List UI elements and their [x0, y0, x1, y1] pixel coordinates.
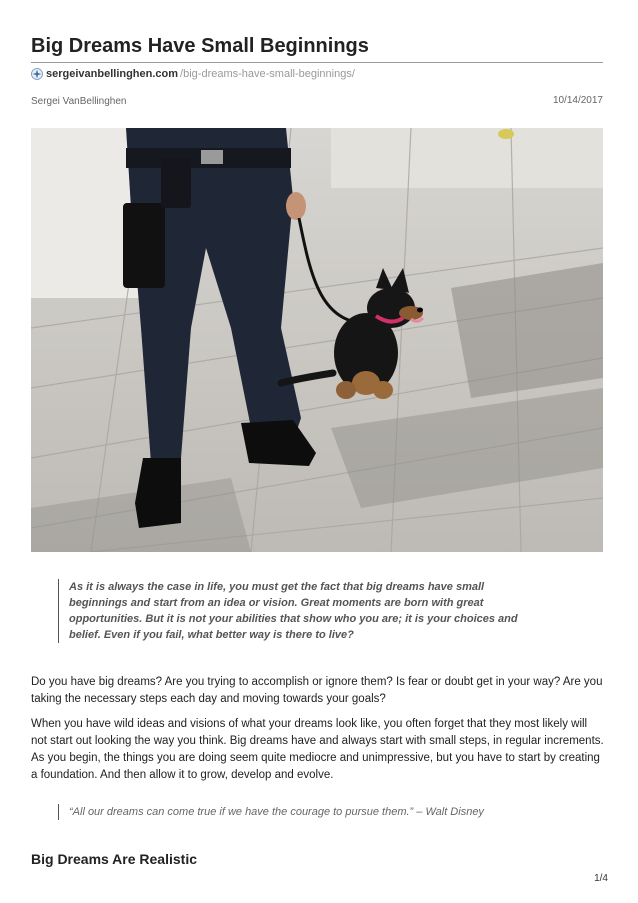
quote-block [58, 804, 529, 820]
title-divider [31, 62, 603, 63]
publish-date: 10/14/2017 [552, 95, 603, 106]
source-domain-link[interactable]: sergeivanbellinghen.com [46, 68, 179, 80]
section-heading: Big Dreams Are Realistic [31, 851, 197, 867]
source-line [31, 68, 355, 80]
source-path-link[interactable]: /big-dreams-have-small-beginnings/ [180, 68, 355, 80]
pullquote-text: As it is always the case in life, you must get the fact that big dreams have small beginnings and start from an idea or vision. Great moments are born with great opportunities. But it is not your abilities that show who you are; it is your choices and belief. Even if you fail, what better way is there to live? [69, 581, 518, 641]
police-officer-puppy-image [31, 128, 603, 552]
pullquote-block [58, 579, 529, 643]
quote-text: “All our dreams can come true if we have the courage to pursue them.” – Walt Disney [69, 806, 484, 818]
author-name: Sergei VanBellinghen [31, 96, 127, 107]
page-number: 1/4 [594, 873, 608, 884]
body-paragraph-1: Do you have big dreams? Are you trying to accomplish or ignore them? Is fear or doubt get in your way? Are you taking the necessary steps each day and moving towards your goals? [31, 676, 603, 705]
article-photo [31, 128, 603, 552]
article-title: Big Dreams Have Small Beginnings [31, 35, 369, 57]
body-paragraph-2: When you have wild ideas and visions of what your dreams look like, you often forget that they most likely will not start out looking the way you think. Big dreams have and always start with small steps, in regular increments. As you begin, the things you are doing seem quite mediocre and unimpressive, but you have to start by creating a foundation. And then allow it to grow, develop and evolve. [31, 718, 604, 781]
site-favicon-icon [31, 68, 43, 80]
